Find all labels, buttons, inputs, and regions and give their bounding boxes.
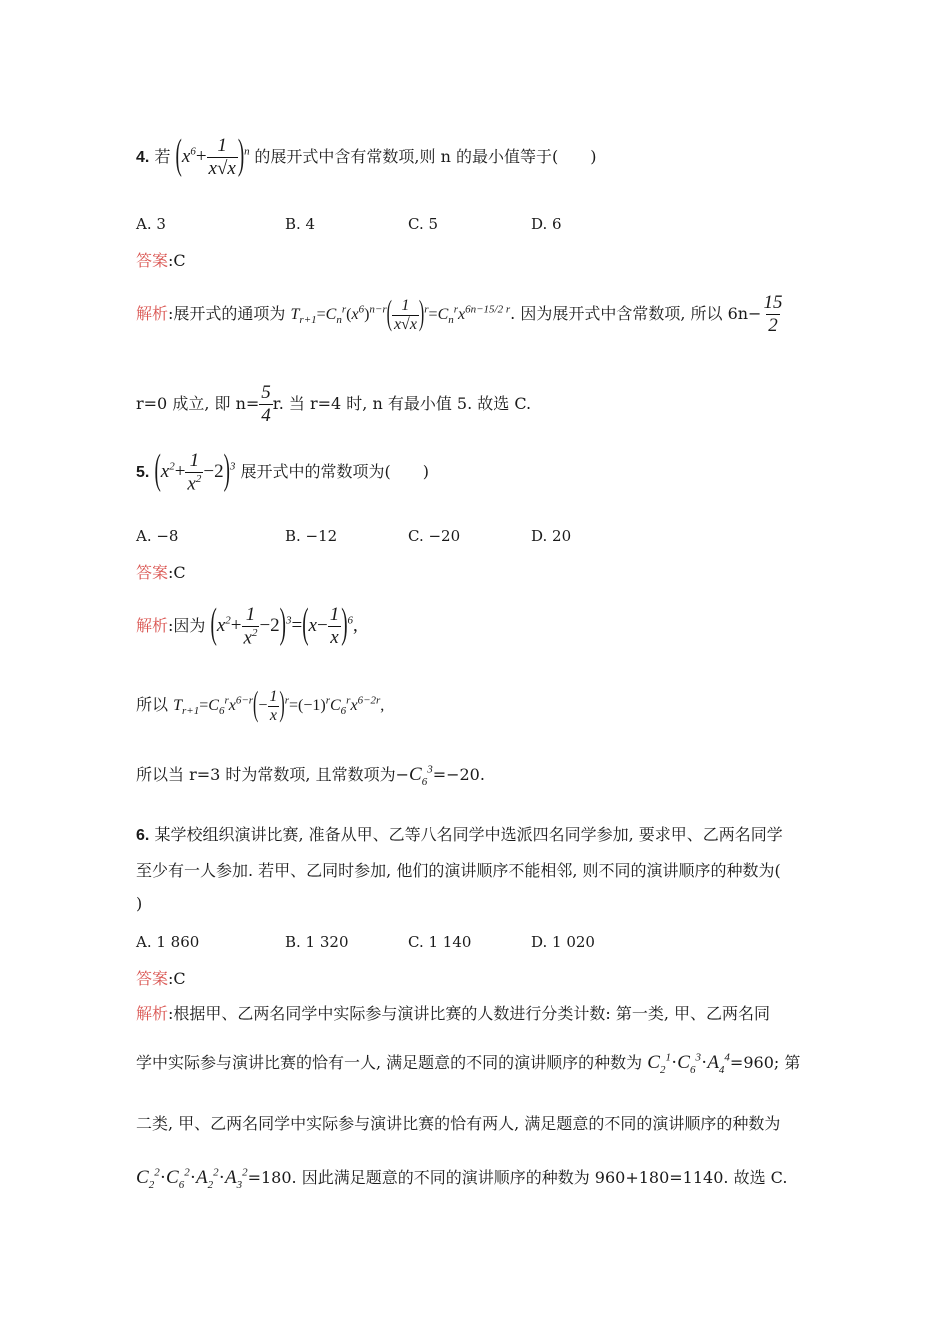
q5-option-a: A. −8	[136, 527, 179, 545]
q6-option-b: B. 1 320	[285, 933, 349, 951]
q5-expression: ($x^2+$ $\frac{1}{x^2}$ −2)$^3$	[154, 447, 236, 495]
q4-answer-label: 答案	[136, 251, 169, 270]
q5-answer-value: :C	[168, 563, 186, 582]
q4-answer	[136, 248, 186, 271]
q4-number: 4.	[136, 148, 150, 166]
q5-analysis-line1	[136, 601, 358, 649]
q4-analysis-text1b: . 因为展开式中含常数项, 所以 6n−	[510, 304, 762, 323]
q5-analysis-label: 解析	[136, 616, 169, 636]
q6-analysis-line1	[136, 1001, 770, 1024]
q6-formula-case2: $C_2^2\cdot C_6^2\cdot A_2^2\cdot A_3^2$	[136, 1166, 248, 1191]
q5-identity: ($x^2+$ $\frac{1}{x^2}$ −2)$^3$=(x− $\frac{1}{x}$ )$^6$,	[210, 601, 358, 649]
q4-option-b: B. 4	[285, 215, 316, 233]
q4-option-d: D. 6	[531, 215, 562, 233]
q6-analysis-line2	[136, 1050, 800, 1076]
q6-analysis-text2b: =960; 第	[729, 1053, 801, 1072]
q4-option-a: A. 3	[136, 215, 166, 233]
q6-analysis-text4b: =180. 因此满足题意的不同的演讲顺序的种数为 960+180=1140. 故选 C.	[247, 1168, 788, 1187]
q6-stem-line3: )	[136, 894, 143, 913]
q4-answer-value: :C	[168, 251, 186, 270]
q6-analysis-text1: :根据甲、乙两名同学中实际参与演讲比赛的人数进行分类计数: 第一类, 甲、乙两名同	[168, 1004, 771, 1023]
q6-answer	[136, 966, 186, 989]
q4-analysis-line2	[136, 382, 531, 427]
q6-formula-case1: $C_2^1\cdot C_6^3\cdot A_4^4$	[647, 1051, 730, 1076]
q6-answer-label: 答案	[136, 969, 169, 988]
q4-general-term: $T_{r+1}=C_n^r(x^6)^{n-r}$( $\frac{1}{x√x}$ )$^r=C_n^rx^{6n-15/2 r}$	[290, 295, 511, 333]
q5-general-term: $T_{r+1}=C_6^rx^{6-r}(-$ $\frac{1}{x}$ )$^r=(-1)^rC_6^rx^{6-2r}$,	[173, 686, 385, 724]
q5-analysis-text1: :因为	[168, 616, 206, 636]
q4-prefix: 若	[154, 146, 171, 166]
q6-stem-text1: 某学校组织演讲比赛, 准备从甲、乙等八名同学中选派四名同学参加, 要求甲、乙两名同学	[154, 825, 783, 844]
q4-stem-text: 的展开式中含有常数项,则 n 的最小值等于( )	[254, 146, 597, 166]
q4-option-c: C. 5	[408, 215, 439, 233]
q5-analysis-line2	[136, 688, 384, 725]
q5-analysis-text3: 所以当 r=3 时为常数项, 且常数项为−	[136, 765, 409, 784]
q6-stem-line1	[136, 822, 783, 845]
q5-option-c: C. −20	[408, 527, 461, 545]
q6-analysis-label: 解析	[136, 1004, 169, 1023]
q6-stem-line2: 至少有一人参加. 若甲、乙同时参加, 他们的演讲顺序不能相邻, 则不同的演讲顺序的种数为(	[136, 861, 781, 880]
q6-analysis-line4	[136, 1165, 787, 1191]
q5-option-b: B. −12	[285, 527, 338, 545]
q5-analysis-text2: 所以	[136, 695, 169, 715]
q4-stem	[136, 132, 597, 180]
q4-analysis-text2b: r. 当 r=4 时, n 有最小值 5. 故选 C.	[272, 394, 532, 413]
q4-expression: ($x^6+$ $\frac{1}{x√x}$ )$^n$	[175, 132, 250, 179]
q5-analysis-line3	[136, 762, 485, 788]
q6-number: 6.	[136, 827, 150, 844]
q5-option-d: D. 20	[531, 527, 572, 545]
q5-combination: $C_6^3$	[409, 763, 433, 788]
q6-answer-value: :C	[168, 969, 186, 988]
q6-option-d: D. 1 020	[531, 933, 595, 951]
q6-option-a: A. 1 860	[136, 933, 200, 951]
q4-analysis-line1	[136, 292, 784, 337]
q6-analysis-line3: 二类, 甲、乙两名同学中实际参与演讲比赛的恰有两人, 满足题意的不同的演讲顺序的种数为	[136, 1114, 781, 1133]
q6-analysis-text2: 学中实际参与演讲比赛的恰有一人, 满足题意的不同的演讲顺序的种数为	[136, 1053, 643, 1072]
q5-number: 5.	[136, 464, 150, 482]
q4-analysis-text2: r=0 成立, 即 n=	[136, 394, 260, 413]
q5-analysis-text3b: =−20.	[432, 765, 485, 784]
q5-answer	[136, 560, 186, 583]
q4-fraction-5-4: $\frac{5}{4}$	[261, 382, 271, 426]
q5-answer-label: 答案	[136, 563, 169, 582]
q6-option-c: C. 1 140	[408, 933, 472, 951]
q4-analysis-label: 解析	[136, 304, 169, 323]
q4-analysis-text1: :展开式的通项为	[168, 304, 286, 323]
q5-stem-text: 展开式中的常数项为( )	[240, 462, 429, 482]
q4-fraction-15-2: $\frac{15}{2}$	[763, 292, 783, 336]
q5-stem	[136, 447, 429, 495]
